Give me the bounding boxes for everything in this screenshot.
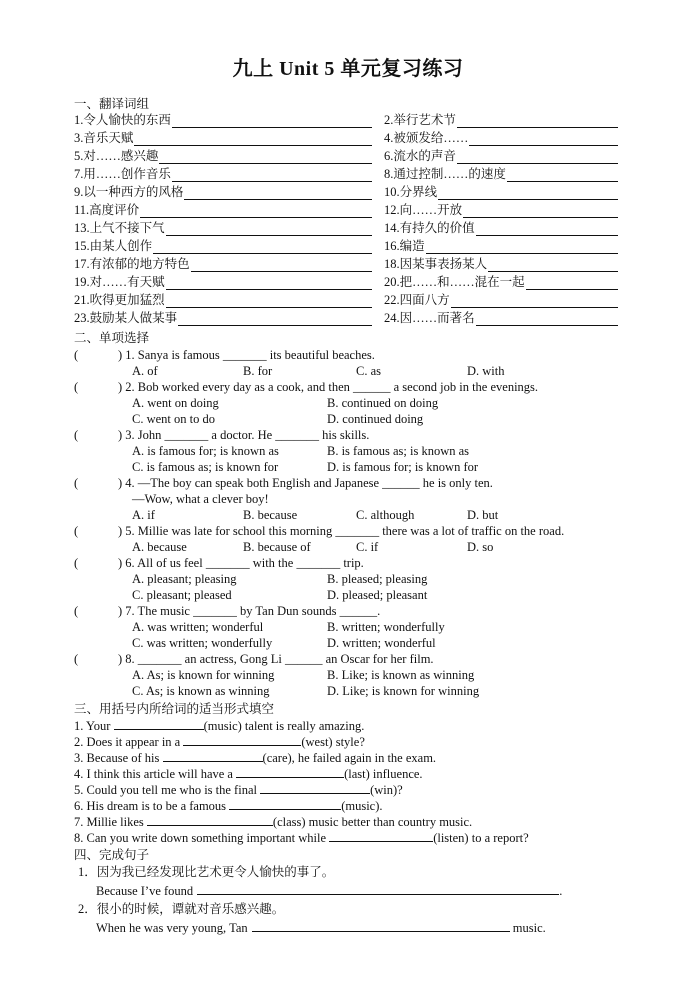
answer-blank[interactable] (166, 277, 372, 290)
vocab-item (384, 292, 618, 308)
fill-item (74, 829, 529, 846)
vocab-label: 1.令人愉快的东西 (74, 113, 171, 127)
answer-blank[interactable] (153, 241, 372, 254)
fill-text-after: (listen) to a report? (433, 831, 529, 845)
answer-blank[interactable] (476, 223, 618, 236)
option[interactable]: C. was written; wonderfully (132, 636, 273, 650)
vocab-label: 6.流水的声音 (384, 149, 456, 163)
vocab-item (74, 274, 372, 290)
vocab-item (74, 220, 372, 236)
vocab-item (74, 166, 372, 182)
option[interactable]: A. was written; wonderful (132, 620, 264, 634)
option[interactable]: D. written; wonderful (327, 636, 436, 650)
fill-text-before: 8. Can you write down something important while (74, 831, 330, 845)
answer-blank[interactable] (166, 295, 372, 308)
answer-blank[interactable] (166, 223, 372, 236)
question-stem (74, 427, 369, 443)
answer-paren[interactable]: ( (74, 604, 79, 618)
vocab-label: 13.上气不接下气 (74, 221, 165, 235)
sentence-chinese: 2．很小的时候，谭就对音乐感兴趣。 (78, 902, 285, 916)
option[interactable]: B. pleased; pleasing (327, 572, 428, 586)
option[interactable]: B. for (243, 364, 273, 378)
fill-item (74, 797, 383, 814)
vocab-label: 17.有浓郁的地方特色 (74, 257, 190, 271)
question-stem (74, 651, 434, 667)
fill-text-after: (class) music better than country music. (272, 815, 473, 829)
answer-paren[interactable]: ( (74, 524, 79, 538)
vocab-item (384, 166, 618, 182)
fill-item (74, 733, 365, 750)
vocab-item (74, 130, 372, 146)
vocab-item (74, 202, 372, 218)
vocab-item (384, 274, 618, 290)
sentence-end: music. (509, 921, 546, 935)
sentence-start: Because I’ve found (96, 884, 194, 898)
answer-paren[interactable]: ( (74, 428, 79, 442)
vocab-label: 22.四面八方 (384, 293, 450, 307)
vocab-item (384, 148, 618, 164)
option[interactable]: A. is famous for; is known as (132, 444, 279, 458)
option[interactable]: D. is famous for; is known for (327, 460, 479, 474)
answer-blank[interactable] (163, 749, 263, 762)
vocab-item (74, 184, 372, 200)
option[interactable]: D. so (467, 540, 494, 554)
answer-blank[interactable] (507, 169, 618, 182)
answer-blank[interactable] (114, 717, 204, 730)
vocab-label: 14.有持久的价值 (384, 221, 475, 235)
question-stem (74, 555, 364, 571)
option[interactable]: D. with (467, 364, 505, 378)
page-title: 九上 Unit 5 单元复习练习 (232, 58, 464, 80)
option[interactable]: B. written; wonderfully (327, 620, 445, 634)
section4-heading: 四、完成句子 (74, 848, 150, 862)
answer-blank[interactable] (526, 277, 618, 290)
vocab-item (74, 292, 372, 308)
vocab-item (384, 220, 618, 236)
vocab-item (74, 112, 372, 128)
answer-blank[interactable] (236, 765, 344, 778)
option[interactable]: C. as (356, 364, 381, 378)
vocab-item (74, 256, 372, 272)
vocab-label: 15.由某人创作 (74, 239, 153, 253)
answer-blank[interactable] (457, 151, 618, 164)
vocab-label: 5.对……感兴趣 (74, 149, 159, 163)
vocab-item (384, 130, 618, 146)
fill-text-before: 1. Your (74, 719, 114, 733)
question-stem (74, 475, 493, 491)
answer-blank[interactable] (183, 733, 301, 746)
fill-text-after: (last) influence. (344, 767, 423, 781)
question-stem (74, 347, 375, 363)
answer-blank[interactable] (140, 205, 372, 218)
answer-blank[interactable] (457, 115, 618, 128)
fill-text-before: 4. I think this article will have a (74, 767, 237, 781)
vocab-label: 23.鼓励某人做某事 (74, 311, 178, 325)
option[interactable]: D. but (467, 508, 499, 522)
option[interactable]: B. is famous as; is known as (327, 444, 470, 458)
question-reply: —Wow, what a clever boy! (132, 492, 269, 506)
answer-blank[interactable] (229, 797, 341, 810)
option[interactable]: A. pleasant; pleasing (132, 572, 237, 586)
option[interactable]: B. because of (243, 540, 311, 554)
answer-blank[interactable] (191, 259, 372, 272)
option[interactable]: C. if (356, 540, 379, 554)
option[interactable]: D. Like; is known for winning (327, 684, 480, 698)
vocab-item (384, 202, 618, 218)
answer-blank[interactable] (451, 295, 618, 308)
sentence-chinese: 1．因为我已经发现比艺术更令人愉快的事了。 (78, 865, 335, 879)
fill-text-after: (care), he failed again in the exam. (262, 751, 437, 765)
vocab-label: 9.以一种西方的风格 (74, 185, 184, 199)
option[interactable]: C. went on to do (132, 412, 215, 426)
vocab-label: 16.编造 (384, 239, 425, 253)
answer-blank[interactable] (159, 151, 372, 164)
option[interactable]: C. As; is known as winning (132, 684, 270, 698)
fill-text-after: (win)? (370, 783, 403, 797)
vocab-label: 7.用……创作音乐 (74, 167, 171, 181)
vocab-item (74, 148, 372, 164)
question-stem (74, 523, 564, 539)
answer-blank[interactable] (134, 133, 372, 146)
question-text: ) 2. Bob worked every day as a cook, and then ______ a second job in the evenings. (118, 380, 539, 394)
fill-item (74, 813, 472, 830)
vocab-label: 24.因……而著名 (384, 311, 475, 325)
fill-text-before: 6. His dream is to be a famous (74, 799, 230, 813)
question-stem (74, 379, 538, 395)
vocab-label: 21.吹得更加猛烈 (74, 293, 165, 307)
fill-text-before: 3. Because of his (74, 751, 163, 765)
sentence-english (96, 882, 562, 899)
fill-text-before: 7. Millie likes (74, 815, 147, 829)
option[interactable]: B. continued on doing (327, 396, 439, 410)
vocab-item (74, 310, 372, 326)
vocab-item (384, 238, 618, 254)
question-stem (74, 603, 380, 619)
answer-blank[interactable] (197, 882, 559, 895)
answer-blank[interactable] (463, 205, 618, 218)
fill-text-after: (music). (341, 799, 383, 813)
option[interactable]: A. went on doing (132, 396, 219, 410)
vocab-item (384, 256, 618, 272)
vocab-label: 18.因某事表扬某人 (384, 257, 488, 271)
fill-item (74, 717, 364, 734)
answer-blank[interactable] (438, 187, 618, 200)
vocab-label: 19.对……有天赋 (74, 275, 165, 289)
answer-blank[interactable] (476, 313, 618, 326)
question-text: ) 7. The music _______ by Tan Dun sounds ______. (118, 604, 381, 618)
answer-blank[interactable] (172, 169, 372, 182)
fill-item (74, 781, 403, 798)
sentence-start: When he was very young, Tan (96, 921, 248, 935)
vocab-label: 10.分界线 (384, 185, 438, 199)
vocab-item (384, 112, 618, 128)
option[interactable]: B. Like; is known as winning (327, 668, 475, 682)
answer-paren[interactable]: ( (74, 556, 79, 570)
option[interactable]: A. As; is known for winning (132, 668, 275, 682)
answer-blank[interactable] (426, 241, 618, 254)
question-text: ) 3. John _______ a doctor. He _______ his skills. (118, 428, 370, 442)
vocab-label: 4.被颁发给…… (384, 131, 469, 145)
fill-item (74, 765, 423, 782)
answer-paren[interactable]: ( (74, 652, 79, 666)
fill-text-before: 2. Does it appear in a (74, 735, 184, 749)
option[interactable]: C. is famous as; is known for (132, 460, 279, 474)
vocab-item (384, 310, 618, 326)
question-text: ) 1. Sanya is famous _______ its beautiful beaches. (118, 348, 375, 362)
answer-blank[interactable] (172, 115, 372, 128)
question-text: ) 5. Millie was late for school this morning _______ there was a lot of traffic on the road. (118, 524, 565, 538)
answer-blank[interactable] (184, 187, 372, 200)
option[interactable]: D. pleased; pleasant (327, 588, 428, 602)
option[interactable]: A. if (132, 508, 155, 522)
answer-paren[interactable]: ( (74, 348, 79, 362)
question-text: ) 4. —The boy can speak both English and Japanese ______ he is only ten. (118, 476, 493, 490)
fill-text-before: 5. Could you tell me who is the final (74, 783, 261, 797)
question-text: ) 8. _______ an actress, Gong Li ______ an Oscar for her film. (118, 652, 434, 666)
answer-blank[interactable] (469, 133, 618, 146)
option[interactable]: C. pleasant; pleased (132, 588, 232, 602)
sentence-end: . (559, 884, 563, 898)
option[interactable]: C. although (356, 508, 415, 522)
answer-blank[interactable] (260, 781, 370, 794)
answer-blank[interactable] (488, 259, 618, 272)
vocab-label: 12.向……开放 (384, 203, 463, 217)
option[interactable]: A. because (132, 540, 187, 554)
answer-blank[interactable] (329, 829, 433, 842)
fill-text-after: (west) style? (301, 735, 365, 749)
answer-paren[interactable]: ( (74, 380, 79, 394)
section1-heading: 一、翻译词组 (74, 97, 150, 111)
section2-heading: 二、单项选择 (74, 331, 150, 345)
answer-paren[interactable]: ( (74, 476, 79, 490)
vocab-label: 2.举行艺术节 (384, 113, 456, 127)
vocab-label: 8.通过控制……的速度 (384, 167, 506, 181)
vocab-item (74, 238, 372, 254)
answer-blank[interactable] (147, 813, 273, 826)
answer-blank[interactable] (178, 313, 372, 326)
fill-item (74, 749, 436, 766)
option[interactable]: A. of (132, 364, 158, 378)
vocab-item (384, 184, 618, 200)
vocab-label: 3.音乐天赋 (74, 131, 134, 145)
option[interactable]: B. because (243, 508, 298, 522)
answer-blank[interactable] (252, 919, 510, 932)
vocab-label: 20.把……和……混在一起 (384, 275, 525, 289)
section3-heading: 三、用括号内所给词的适当形式填空 (74, 702, 275, 716)
question-text: ) 6. All of us feel _______ with the _______ trip. (118, 556, 364, 570)
vocab-label: 11.高度评价 (74, 203, 140, 217)
sentence-english (96, 919, 546, 936)
option[interactable]: D. continued doing (327, 412, 424, 426)
fill-text-after: (music) talent is really amazing. (203, 719, 365, 733)
